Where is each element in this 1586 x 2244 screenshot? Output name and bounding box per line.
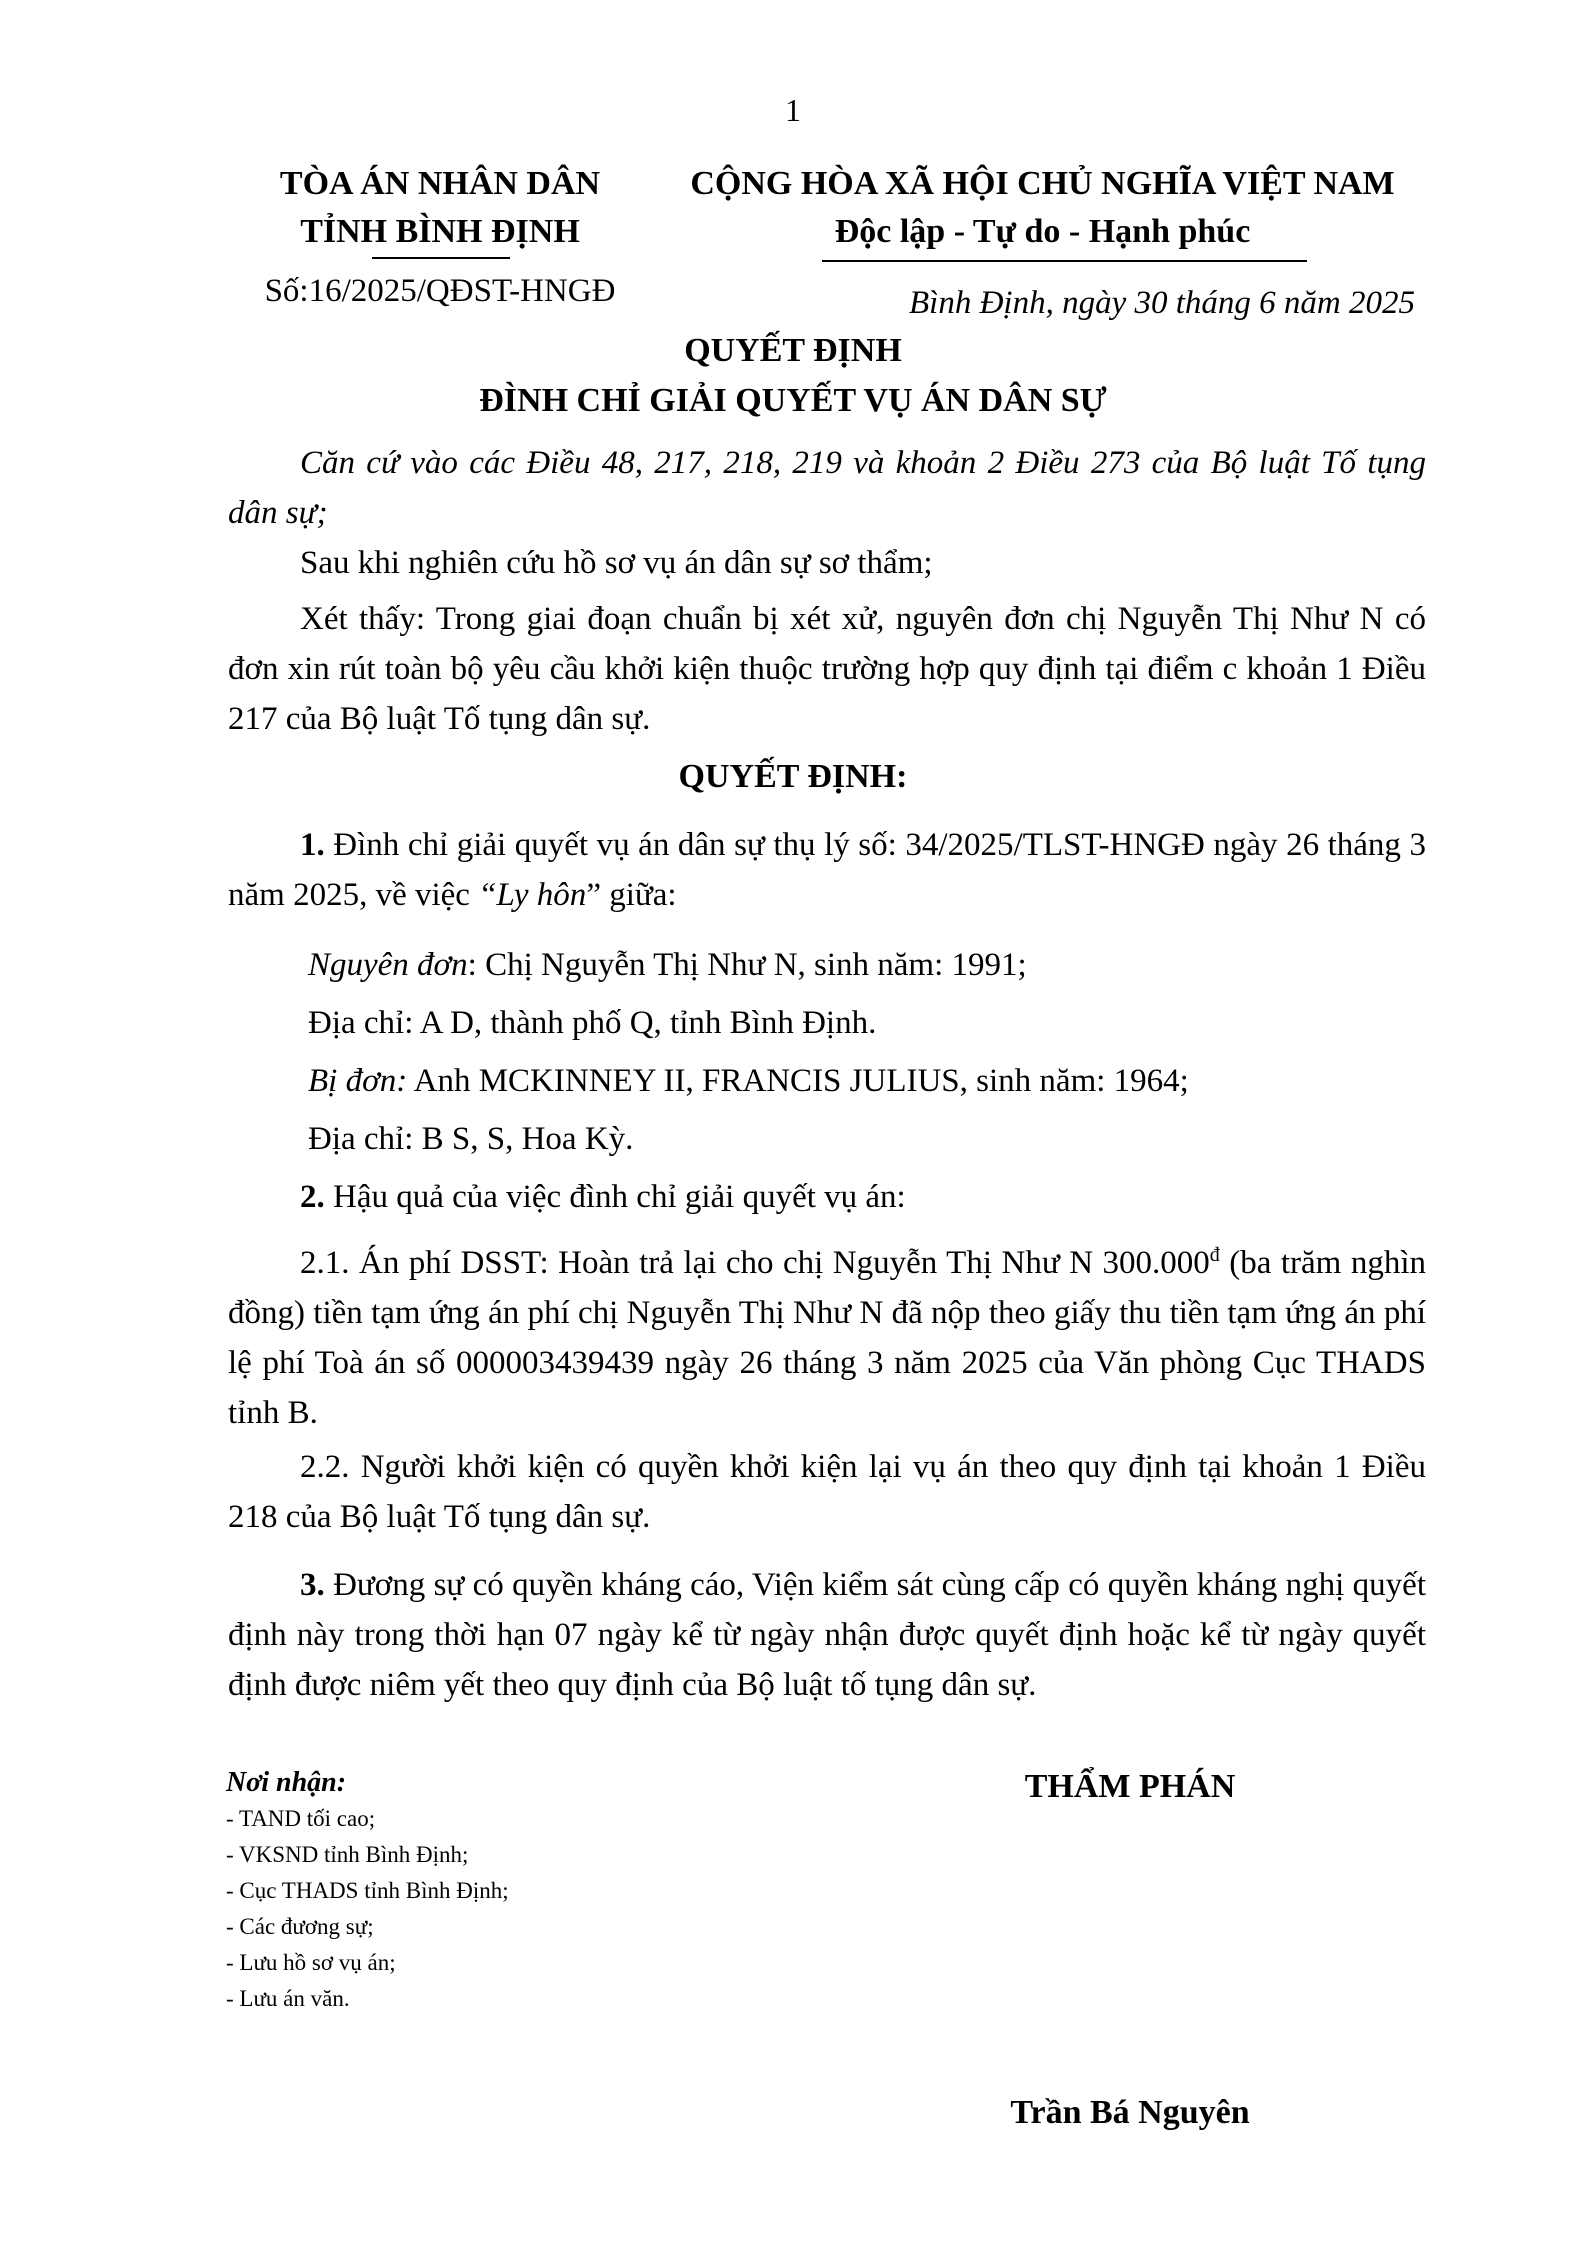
decision-item-3: [228, 1560, 1426, 1710]
case-type: “Ly hôn: [478, 877, 587, 913]
defendant-label: Bị đơn:: [308, 1063, 408, 1099]
plaintiff-info: : Chị Nguyễn Thị Như N, sinh năm: 1991;: [467, 947, 1027, 983]
legal-basis-paragraph: Căn cứ vào các Điều 48, 217, 218, 219 và khoản 2 Điều 273 của Bộ luật Tố tụng dân sự;: [228, 445, 1426, 531]
defendant-line: [228, 1056, 1506, 1106]
signer-title: THẨM PHÁN: [1024, 1768, 1236, 1805]
recipient-item: - Các đương sự;: [226, 1914, 374, 1939]
plaintiff-line: [228, 940, 1506, 990]
finding-paragraph: Xét thấy: Trong giai đoạn chuẩn bị xét xử, nguyên đơn chị Nguyễn Thị Như N có đơn xin rút toàn bộ yêu cầu khởi kiện thuộc trường hợp quy định tại điểm c khoản 1 Điều 217 của Bộ luật Tố tụng dân sự.: [228, 601, 1426, 737]
place-and-date: Bình Định, ngày 30 tháng 6 năm 2025: [909, 285, 1415, 321]
item-1-number: 1.: [300, 827, 325, 863]
decision-item-2: [228, 1172, 1426, 1222]
national-motto: Độc lập - Tự do - Hạnh phúc: [834, 213, 1251, 250]
currency-symbol: đ: [1209, 1244, 1220, 1266]
review-paragraph: Sau khi nghiên cứu hồ sơ vụ án dân sự sơ thẩm;: [300, 545, 933, 581]
page-number: 1: [785, 92, 801, 128]
item-3-text: Đương sự có quyền kháng cáo, Viện kiểm sát cùng cấp có quyền kháng nghị quyết định này trong thời hạn 07 ngày kể từ ngày nhận được quyết định hoặc kể từ ngày quyết định được niêm yết theo quy định của Bộ luật tố tụng dân sự.: [228, 1567, 1426, 1703]
re-filing-paragraph: 2.2. Người khởi kiện có quyền khởi kiện lại vụ án theo quy định tại khoản 1 Điều 218 của Bộ luật Tố tụng dân sự.: [228, 1449, 1426, 1535]
court-fee-text: 2.1. Án phí DSST: Hoàn trả lại cho chị Nguyễn Thị Như N 300.000: [300, 1245, 1210, 1281]
decision-heading: QUYẾT ĐỊNH:: [678, 758, 908, 795]
item-3-number: 3.: [300, 1567, 325, 1603]
defendant-address: Địa chỉ: B S, S, Hoa Kỳ.: [308, 1121, 634, 1157]
item-2-text: Hậu quả của việc đình chỉ giải quyết vụ án:: [324, 1179, 906, 1215]
signer-name: Trần Bá Nguyên: [1010, 2094, 1250, 2131]
plaintiff-address: Địa chỉ: A D, thành phố Q, tỉnh Bình Định.: [308, 1005, 877, 1041]
recipient-item: - Cục THADS tỉnh Bình Định;: [226, 1878, 509, 1903]
recipient-item: - Lưu án văn.: [226, 1986, 350, 2011]
decision-item-1: [228, 820, 1426, 920]
court-name-underline: [372, 257, 510, 259]
motto-underline: [822, 260, 1307, 262]
recipient-item: - TAND tối cao;: [226, 1806, 376, 1831]
recipients-title: Nơi nhận:: [226, 1767, 347, 1798]
defendant-info: Anh MCKINNEY II, FRANCIS JULIUS, sinh năm: 1964;: [407, 1063, 1189, 1099]
plaintiff-label: Nguyên đơn: [308, 947, 468, 983]
item-1-text-end: ” giữa:: [586, 877, 677, 913]
national-title: CỘNG HÒA XÃ HỘI CHỦ NGHĨA VIỆT NAM: [690, 165, 1395, 202]
document-subtitle: ĐÌNH CHỈ GIẢI QUYẾT VỤ ÁN DÂN SỰ: [479, 382, 1107, 419]
recipient-item: - VKSND tỉnh Bình Định;: [226, 1842, 469, 1867]
court-fee-paragraph: [228, 1230, 1426, 1438]
court-name-line1: TÒA ÁN NHÂN DÂN: [279, 165, 601, 202]
document-number: Số:16/2025/QĐST-HNGĐ: [264, 273, 616, 309]
recipients-block: [226, 1765, 826, 2017]
item-1-text: Đình chỉ giải quyết vụ án dân sự thụ lý số: 34/2025/TLST-HNGĐ ngày 26 tháng 3 năm 2025, về việc: [228, 827, 1426, 913]
court-name-line2: TỈNH BÌNH ĐỊNH: [300, 213, 580, 250]
court-fee-text-end: (ba trăm nghìn đồng) tiền tạm ứng án phí chị Nguyễn Thị Như N đã nộp theo giấy thu tiền tạm ứng án phí lệ phí Toà án số 000003439439 ngày 26 tháng 3 năm 2025 của Văn phòng Cục THADS tỉnh B.: [228, 1245, 1426, 1431]
document-title: QUYẾT ĐỊNH: [684, 332, 902, 369]
item-2-number: 2.: [300, 1179, 325, 1215]
recipient-item: - Lưu hồ sơ vụ án;: [226, 1950, 396, 1975]
